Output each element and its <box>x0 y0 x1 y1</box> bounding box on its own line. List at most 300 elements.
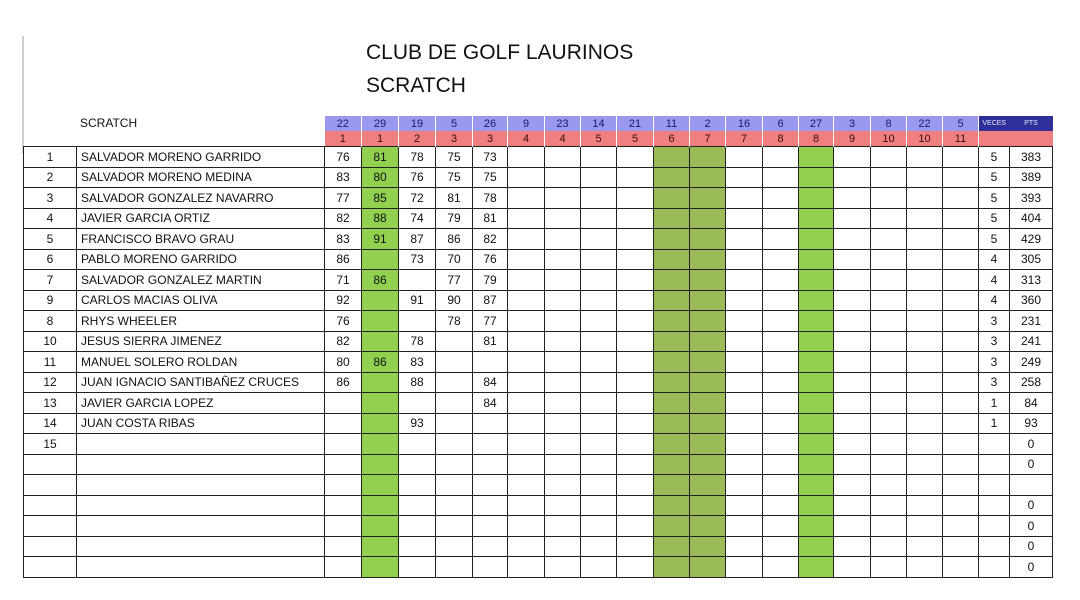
score-cell <box>763 372 799 393</box>
score-cell <box>834 495 871 516</box>
score-cell <box>362 290 399 311</box>
score-cell: 82 <box>325 208 362 229</box>
score-cell <box>617 249 654 270</box>
position-cell: 3 <box>24 188 77 209</box>
score-cell: 92 <box>325 290 362 311</box>
score-cell <box>907 557 943 578</box>
player-name-cell: PABLO MORENO GARRIDO <box>77 249 325 270</box>
score-cell <box>545 352 581 373</box>
score-cell <box>581 331 617 352</box>
score-cell <box>508 147 545 168</box>
score-cell <box>690 557 726 578</box>
score-cell: 81 <box>436 188 473 209</box>
player-name-cell <box>77 557 325 578</box>
score-cell <box>690 516 726 537</box>
score-cell <box>690 454 726 475</box>
veces-cell <box>979 495 1010 516</box>
score-cell <box>726 495 763 516</box>
pts-cell: 93 <box>1010 413 1053 434</box>
score-cell <box>617 454 654 475</box>
score-cell <box>726 413 763 434</box>
score-cell <box>545 229 581 250</box>
score-cell <box>654 536 690 557</box>
header-row-subnumbers <box>24 131 1053 147</box>
score-cell: 73 <box>399 249 436 270</box>
score-cell <box>763 516 799 537</box>
score-cell <box>581 167 617 188</box>
score-cell <box>617 475 654 496</box>
score-cell <box>436 475 473 496</box>
score-cell <box>726 434 763 455</box>
player-name-cell: MANUEL SOLERO ROLDAN <box>77 352 325 373</box>
position-cell: 13 <box>24 393 77 414</box>
score-cell <box>545 495 581 516</box>
header-round-number: 11 <box>654 116 690 131</box>
score-cell <box>399 393 436 414</box>
score-cell <box>871 557 907 578</box>
header-round-number: 3 <box>834 116 871 131</box>
score-cell <box>871 536 907 557</box>
score-cell <box>799 331 834 352</box>
table-row <box>24 208 1053 229</box>
header-sub-number: 5 <box>617 131 654 147</box>
score-cell: 72 <box>399 188 436 209</box>
score-cell <box>799 229 834 250</box>
score-cell <box>654 434 690 455</box>
score-cell <box>799 147 834 168</box>
score-cell <box>508 495 545 516</box>
score-cell <box>436 413 473 434</box>
score-cell <box>943 352 979 373</box>
score-cell <box>726 454 763 475</box>
score-cell <box>545 434 581 455</box>
score-cell <box>690 270 726 291</box>
score-cell <box>362 495 399 516</box>
score-cell <box>726 208 763 229</box>
score-cell <box>325 557 362 578</box>
score-cell <box>690 475 726 496</box>
table-row <box>24 167 1053 188</box>
score-cell <box>763 208 799 229</box>
score-cell: 76 <box>399 167 436 188</box>
score-cell <box>581 229 617 250</box>
score-cell: 82 <box>325 331 362 352</box>
player-name-cell <box>77 495 325 516</box>
score-cell <box>834 475 871 496</box>
score-cell <box>508 536 545 557</box>
score-cell <box>399 557 436 578</box>
score-cell: 71 <box>325 270 362 291</box>
pts-cell: 393 <box>1010 188 1053 209</box>
score-cell: 86 <box>325 249 362 270</box>
score-cell: 78 <box>399 147 436 168</box>
header-sub-number: 1 <box>362 131 399 147</box>
score-cell <box>871 208 907 229</box>
position-cell <box>24 495 77 516</box>
score-cell: 78 <box>473 188 508 209</box>
player-name-cell <box>77 434 325 455</box>
table-row <box>24 188 1053 209</box>
score-cell <box>654 290 690 311</box>
score-cell <box>362 536 399 557</box>
player-name-cell <box>77 536 325 557</box>
score-cell <box>943 270 979 291</box>
score-cell <box>907 495 943 516</box>
score-cell <box>581 516 617 537</box>
veces-cell <box>979 454 1010 475</box>
score-cell <box>654 229 690 250</box>
score-cell: 83 <box>325 229 362 250</box>
pts-cell: 313 <box>1010 270 1053 291</box>
veces-cell <box>979 557 1010 578</box>
header-round-number: 6 <box>763 116 799 131</box>
header-round-number: 14 <box>581 116 617 131</box>
score-cell <box>617 270 654 291</box>
score-cell <box>362 475 399 496</box>
score-cell <box>508 516 545 537</box>
score-cell <box>617 147 654 168</box>
header-round-number: 5 <box>436 116 473 131</box>
score-cell <box>834 147 871 168</box>
score-cell: 79 <box>436 208 473 229</box>
header-row-rounds <box>24 116 1053 131</box>
score-cell <box>763 167 799 188</box>
score-cell: 78 <box>399 331 436 352</box>
position-cell: 6 <box>24 249 77 270</box>
score-cell <box>726 557 763 578</box>
header-round-number: 2 <box>690 116 726 131</box>
score-cell: 86 <box>362 352 399 373</box>
pts-cell: 249 <box>1010 352 1053 373</box>
table-row <box>24 454 1053 475</box>
score-cell <box>907 249 943 270</box>
position-cell: 9 <box>24 290 77 311</box>
score-cell <box>362 331 399 352</box>
player-name-cell: JAVIER GARCIA LOPEZ <box>77 393 325 414</box>
score-cell <box>690 434 726 455</box>
position-cell: 8 <box>24 311 77 332</box>
score-cell <box>943 188 979 209</box>
score-cell <box>362 454 399 475</box>
score-cell <box>362 434 399 455</box>
score-cell <box>508 393 545 414</box>
header-round-number: 27 <box>799 116 834 131</box>
score-cell <box>871 516 907 537</box>
score-cell <box>834 434 871 455</box>
score-cell <box>907 372 943 393</box>
score-cell: 86 <box>325 372 362 393</box>
score-cell <box>473 413 508 434</box>
score-cell <box>508 188 545 209</box>
score-cell <box>545 475 581 496</box>
score-cell <box>399 516 436 537</box>
score-cell <box>508 352 545 373</box>
position-cell: 5 <box>24 229 77 250</box>
score-cell <box>799 434 834 455</box>
score-cell <box>617 536 654 557</box>
score-cell <box>617 434 654 455</box>
score-cell <box>654 311 690 332</box>
table-row <box>24 516 1053 537</box>
player-name-cell: SALVADOR GONZALEZ MARTIN <box>77 270 325 291</box>
score-cell <box>362 372 399 393</box>
score-cell <box>617 229 654 250</box>
score-cell <box>763 536 799 557</box>
score-cell <box>799 188 834 209</box>
score-cell <box>362 311 399 332</box>
score-cell <box>581 536 617 557</box>
score-cell: 74 <box>399 208 436 229</box>
player-name-cell: JESUS SIERRA JIMENEZ <box>77 331 325 352</box>
score-cell <box>654 413 690 434</box>
score-cell <box>907 536 943 557</box>
header-veces: VECES <box>979 116 1010 131</box>
table-row <box>24 495 1053 516</box>
score-cell <box>726 188 763 209</box>
score-cell <box>654 475 690 496</box>
score-cell <box>508 208 545 229</box>
score-cell <box>399 311 436 332</box>
veces-cell <box>979 516 1010 537</box>
score-cell <box>545 147 581 168</box>
score-cell <box>943 516 979 537</box>
score-cell <box>871 270 907 291</box>
score-cell <box>654 372 690 393</box>
score-cell <box>362 516 399 537</box>
header-round-number: 23 <box>545 116 581 131</box>
header-spacer <box>77 131 325 147</box>
veces-cell: 3 <box>979 311 1010 332</box>
score-cell <box>325 434 362 455</box>
score-cell <box>617 188 654 209</box>
veces-cell: 5 <box>979 188 1010 209</box>
pts-cell <box>1010 475 1053 496</box>
score-cell <box>799 475 834 496</box>
score-cell <box>545 516 581 537</box>
score-cell <box>581 372 617 393</box>
header-sub-number: 5 <box>581 131 617 147</box>
score-cell <box>581 188 617 209</box>
table-row <box>24 536 1053 557</box>
pts-cell: 0 <box>1010 516 1053 537</box>
score-cell <box>690 536 726 557</box>
score-cell <box>690 311 726 332</box>
score-cell: 84 <box>473 372 508 393</box>
score-cell <box>581 270 617 291</box>
score-cell <box>834 413 871 434</box>
score-cell <box>436 557 473 578</box>
player-name-cell: JUAN COSTA RIBAS <box>77 413 325 434</box>
header-veces-blank <box>979 131 1010 147</box>
score-cell <box>508 311 545 332</box>
score-cell <box>581 393 617 414</box>
score-cell <box>834 188 871 209</box>
pts-cell: 404 <box>1010 208 1053 229</box>
score-cell <box>581 495 617 516</box>
score-cell <box>834 557 871 578</box>
score-cell <box>726 270 763 291</box>
score-cell <box>943 372 979 393</box>
score-cell <box>545 536 581 557</box>
score-cell <box>907 270 943 291</box>
table-row <box>24 249 1053 270</box>
score-cell <box>362 249 399 270</box>
header-round-number: 26 <box>473 116 508 131</box>
header-sub-number: 7 <box>726 131 763 147</box>
score-cell <box>726 393 763 414</box>
score-cell <box>399 536 436 557</box>
score-cell <box>617 557 654 578</box>
score-cell: 76 <box>325 311 362 332</box>
score-cell <box>617 290 654 311</box>
score-cell <box>508 434 545 455</box>
score-cell <box>545 249 581 270</box>
player-name-cell: JAVIER GARCIA ORTIZ <box>77 208 325 229</box>
score-cell <box>325 454 362 475</box>
table-row <box>24 475 1053 496</box>
score-cell <box>943 331 979 352</box>
score-cell <box>654 188 690 209</box>
score-cell <box>545 413 581 434</box>
score-cell <box>617 372 654 393</box>
position-cell <box>24 536 77 557</box>
score-cell <box>545 167 581 188</box>
position-cell: 2 <box>24 167 77 188</box>
score-cell <box>473 495 508 516</box>
score-cell <box>907 167 943 188</box>
score-cell <box>726 311 763 332</box>
player-name-cell <box>77 454 325 475</box>
position-cell <box>24 454 77 475</box>
table-row <box>24 372 1053 393</box>
score-cell <box>690 229 726 250</box>
header-sub-number: 11 <box>943 131 979 147</box>
header-sub-number: 10 <box>871 131 907 147</box>
player-name-cell: CARLOS MACIAS OLIVA <box>77 290 325 311</box>
score-cell <box>943 454 979 475</box>
score-cell <box>871 167 907 188</box>
position-cell: 12 <box>24 372 77 393</box>
score-cell <box>871 311 907 332</box>
table-row <box>24 331 1053 352</box>
score-cell <box>690 147 726 168</box>
header-sub-number: 10 <box>907 131 943 147</box>
score-cell <box>871 229 907 250</box>
score-cell <box>545 208 581 229</box>
veces-cell <box>979 475 1010 496</box>
score-cell <box>871 372 907 393</box>
score-cell <box>834 372 871 393</box>
score-cell <box>726 536 763 557</box>
player-name-cell: FRANCISCO BRAVO GRAU <box>77 229 325 250</box>
score-cell <box>871 454 907 475</box>
score-cell <box>726 372 763 393</box>
score-cell <box>362 557 399 578</box>
score-cell <box>508 557 545 578</box>
score-cell <box>834 393 871 414</box>
score-cell <box>436 495 473 516</box>
score-cell <box>508 331 545 352</box>
score-cell <box>834 229 871 250</box>
score-cell <box>726 516 763 537</box>
score-cell: 76 <box>473 249 508 270</box>
score-cell: 90 <box>436 290 473 311</box>
table-row <box>24 557 1053 578</box>
score-cell <box>654 249 690 270</box>
score-cell <box>690 167 726 188</box>
header-pts-blank <box>1010 131 1053 147</box>
score-cell <box>581 475 617 496</box>
score-cell: 88 <box>362 208 399 229</box>
pts-cell: 429 <box>1010 229 1053 250</box>
score-cell <box>834 311 871 332</box>
score-cell <box>763 557 799 578</box>
score-cell <box>325 475 362 496</box>
score-cell <box>834 331 871 352</box>
score-cell <box>617 393 654 414</box>
score-cell <box>654 557 690 578</box>
table-row <box>24 434 1053 455</box>
score-cell: 86 <box>362 270 399 291</box>
position-cell: 11 <box>24 352 77 373</box>
score-cell <box>690 290 726 311</box>
score-cell <box>436 352 473 373</box>
section-label: SCRATCH <box>80 116 138 130</box>
score-cell <box>726 249 763 270</box>
score-cell <box>763 249 799 270</box>
score-cell <box>943 167 979 188</box>
score-cell <box>473 536 508 557</box>
score-cell <box>325 516 362 537</box>
position-cell: 1 <box>24 147 77 168</box>
score-cell <box>943 147 979 168</box>
score-cell <box>726 147 763 168</box>
pts-cell: 258 <box>1010 372 1053 393</box>
score-cell <box>799 372 834 393</box>
table-row <box>24 229 1053 250</box>
score-cell <box>545 331 581 352</box>
score-cell: 82 <box>473 229 508 250</box>
score-cell <box>907 229 943 250</box>
score-cell <box>907 393 943 414</box>
score-cell <box>943 557 979 578</box>
score-cell <box>617 413 654 434</box>
header-round-number: 5 <box>943 116 979 131</box>
score-cell <box>617 331 654 352</box>
score-cell <box>871 434 907 455</box>
score-cell <box>763 495 799 516</box>
pts-cell: 231 <box>1010 311 1053 332</box>
score-cell: 70 <box>436 249 473 270</box>
veces-cell: 4 <box>979 290 1010 311</box>
score-cell <box>362 393 399 414</box>
pts-cell: 0 <box>1010 536 1053 557</box>
score-cell <box>436 331 473 352</box>
header-sub-number: 3 <box>436 131 473 147</box>
score-cell <box>690 495 726 516</box>
header-spacer <box>24 131 77 147</box>
score-cell <box>907 290 943 311</box>
score-cell: 88 <box>399 372 436 393</box>
score-cell <box>545 393 581 414</box>
pts-cell: 0 <box>1010 557 1053 578</box>
score-cell <box>436 454 473 475</box>
score-cell <box>581 413 617 434</box>
score-cell <box>473 475 508 496</box>
score-cell <box>654 352 690 373</box>
position-cell: 4 <box>24 208 77 229</box>
score-cell <box>799 249 834 270</box>
